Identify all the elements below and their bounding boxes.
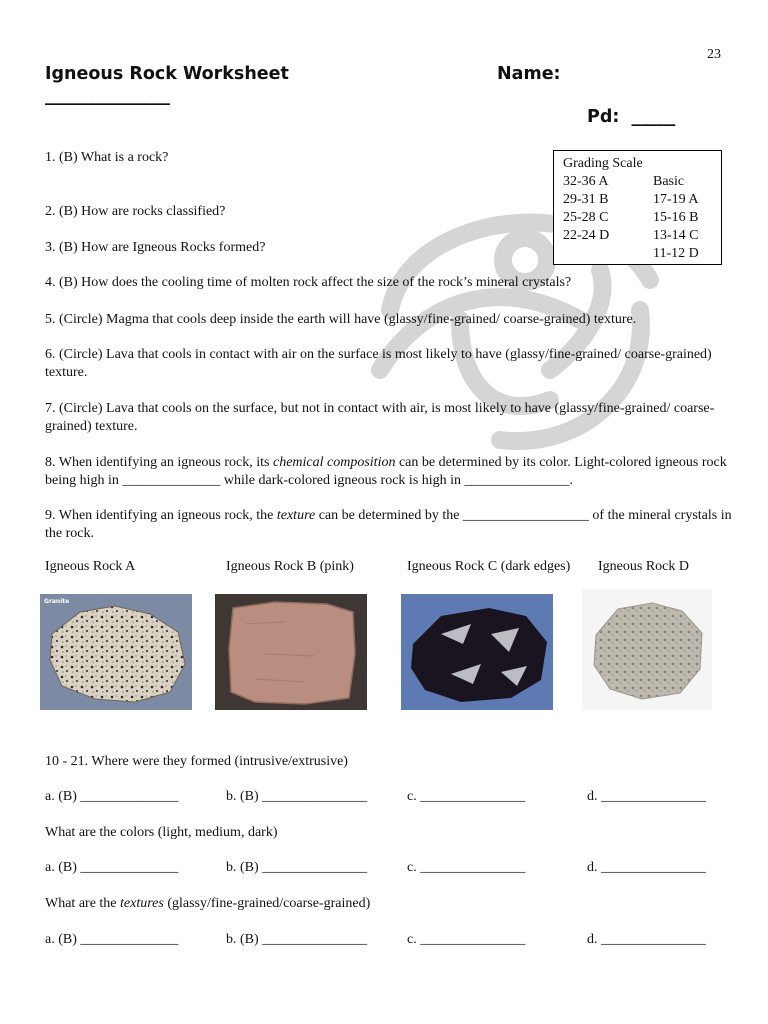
grading-row — [563, 245, 712, 263]
rock-d-image — [582, 589, 712, 710]
page-number: 23 — [707, 47, 721, 62]
grading-row — [563, 209, 712, 227]
question-8 — [45, 454, 735, 490]
question-1: 1. (B) What is a rock? — [45, 150, 169, 165]
question-6: 6. (Circle) Lava that cools in contact with air on the surface is most likely to have (glassy/fine-grained/ coarse-grained) texture. — [45, 347, 712, 380]
question-7: 7. (Circle) Lava that cools on the surface, but not in contact with air, is most likely to have (glassy/fine-grained/ coarse-grained) texture. — [45, 401, 715, 434]
grading-cell: 15-16 B — [653, 210, 699, 225]
location-answer-c[interactable]: c. _______________ — [407, 789, 526, 804]
question-9-text-rest: can be determined by the __________________ of the mineral crystals in the rock. — [45, 508, 732, 541]
grading-cell: 32-36 A — [563, 174, 609, 189]
worksheet-title: Igneous Rock Worksheet — [45, 64, 289, 84]
texture-answer-a[interactable]: a. (B) ______________ — [45, 932, 179, 947]
grading-cell — [563, 245, 653, 263]
rock-b-image — [215, 594, 367, 710]
section-color-prompt: What are the colors (light, medium, dark) — [45, 825, 278, 840]
color-answer-d[interactable]: d. _______________ — [587, 860, 706, 875]
grading-cell: 13-14 C — [653, 228, 699, 243]
grading-scale-box — [553, 150, 722, 265]
rock-a-image — [40, 594, 192, 710]
rock-d-label: Igneous Rock D — [598, 559, 689, 574]
grading-cell: 17-19 A — [653, 192, 699, 207]
texture-answer-d[interactable]: d. _______________ — [587, 932, 706, 947]
texture-prompt-emphasis: textures — [120, 896, 164, 911]
question-2: 2. (B) How are rocks classified? — [45, 204, 226, 219]
location-answer-d[interactable]: d. _______________ — [587, 789, 706, 804]
name-line: ________________ — [45, 86, 169, 106]
color-answer-b[interactable]: b. (B) _______________ — [226, 860, 368, 875]
rock-c-label: Igneous Rock C (dark edges) — [407, 559, 571, 574]
question-8-emphasis: chemical composition — [272, 455, 396, 470]
question-4: 4. (B) How does the cooling time of molten rock affect the size of the rock’s mineral crystals? — [45, 275, 572, 290]
texture-prompt-text-rest: (glassy/fine-grained/coarse-grained) — [163, 896, 371, 911]
question-9-emphasis: texture — [276, 508, 316, 523]
rock-a-label: Igneous Rock A — [45, 559, 136, 574]
rock-a-caption: Granite — [44, 598, 70, 605]
section-location-prompt: 10 - 21. Where were they formed (intrusive/extrusive) — [45, 754, 348, 769]
period-label: Pd: — [587, 107, 620, 127]
grading-row — [563, 227, 712, 245]
question-9-text: 9. When identifying an igneous rock, the — [45, 508, 277, 523]
location-answer-b[interactable]: b. (B) _______________ — [226, 789, 368, 804]
rock-b-label: Igneous Rock B (pink) — [226, 559, 354, 574]
grading-row — [563, 173, 712, 191]
question-3: 3. (B) How are Igneous Rocks formed? — [45, 240, 266, 255]
grading-cell: 22-24 D — [563, 228, 610, 243]
question-8-text-rest: can be determined by its color. Light-colored igneous rock being high in ______________ while dark-colored igneous rock is high in _______________. — [45, 455, 727, 488]
rock-c-image — [401, 594, 553, 710]
section-texture-prompt — [45, 896, 370, 912]
texture-answer-c[interactable]: c. _______________ — [407, 932, 526, 947]
location-answer-a[interactable]: a. (B) ______________ — [45, 789, 179, 804]
grading-cell: Basic — [653, 174, 685, 189]
color-answer-c[interactable]: c. _______________ — [407, 860, 526, 875]
grading-cell: 29-31 B — [563, 192, 609, 207]
question-8-text: 8. When identifying an igneous rock, its — [45, 455, 273, 470]
grading-row — [563, 191, 712, 209]
question-5: 5. (Circle) Magma that cools deep inside the earth will have (glassy/fine-grained/ coarse-grained) texture. — [45, 312, 637, 327]
question-9 — [45, 507, 735, 543]
period-field — [587, 107, 675, 127]
grading-scale-title: Grading Scale — [563, 156, 643, 171]
grading-cell: 25-28 C — [563, 210, 609, 225]
texture-answer-b[interactable]: b. (B) _______________ — [226, 932, 368, 947]
grading-cell: 11-12 D — [653, 246, 699, 261]
texture-prompt-text: What are the — [45, 896, 121, 911]
name-label: Name: — [497, 64, 561, 84]
color-answer-a[interactable]: a. (B) ______________ — [45, 860, 179, 875]
period-line: _____ — [631, 107, 676, 127]
